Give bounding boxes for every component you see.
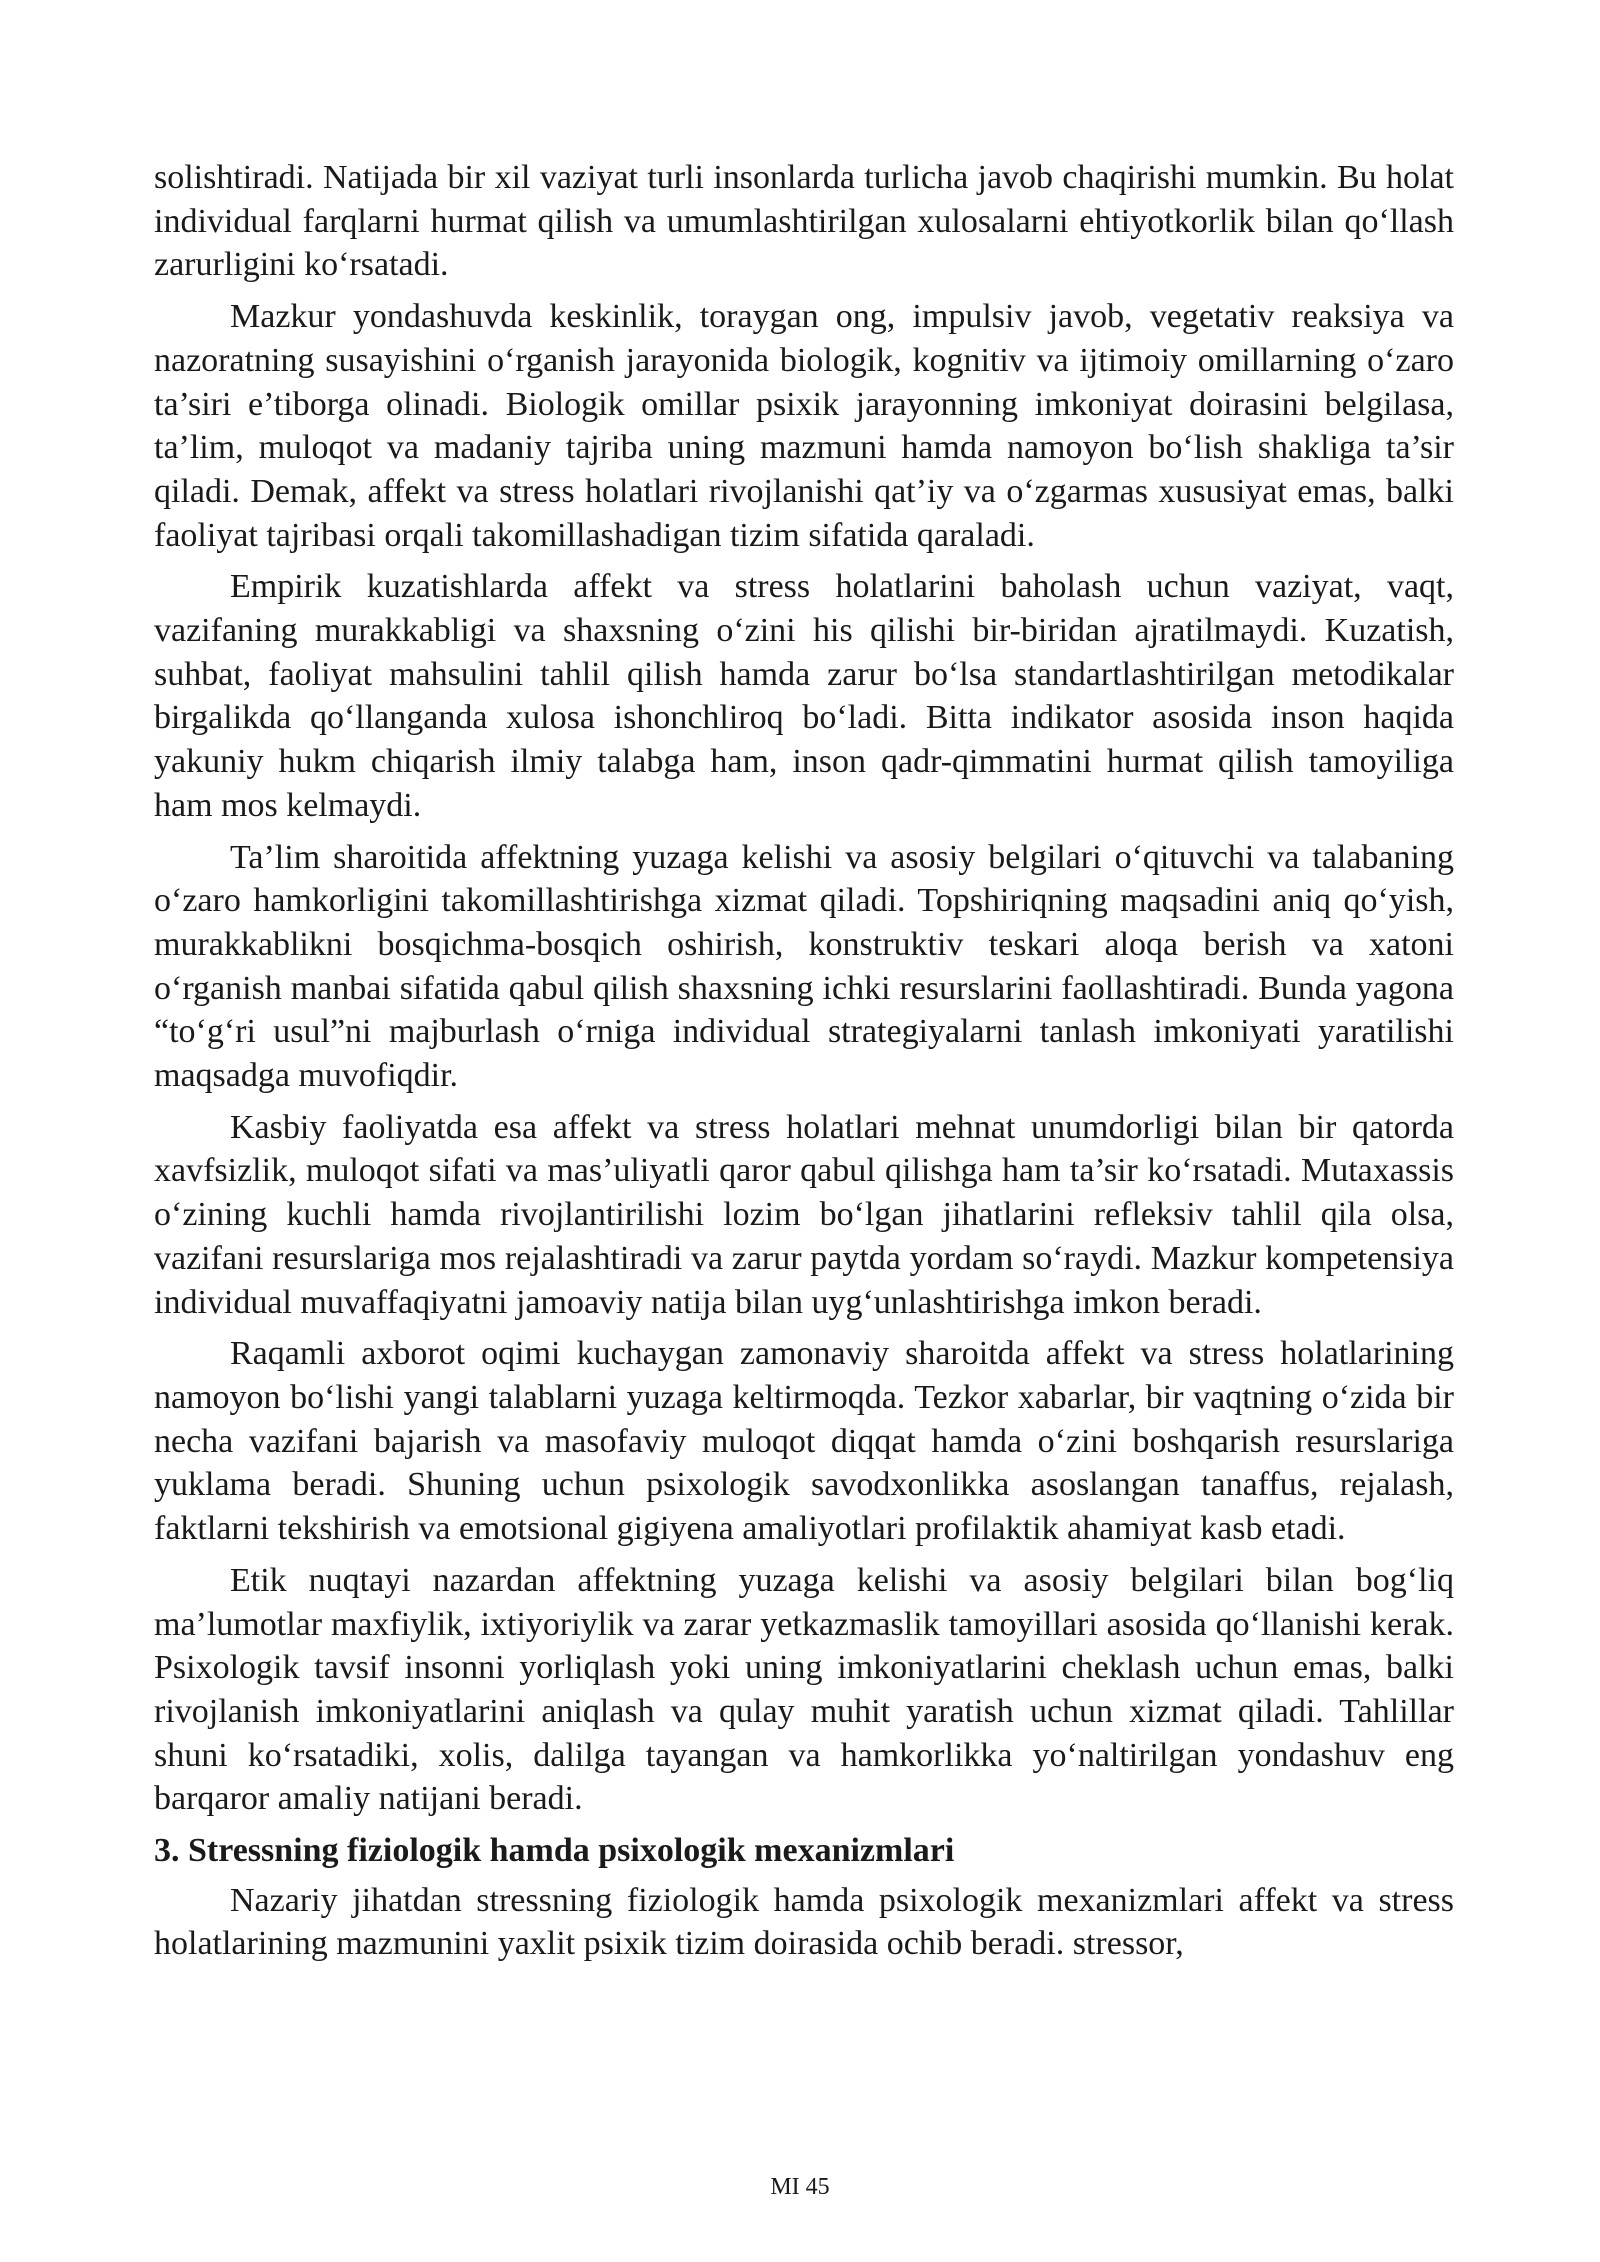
paragraph-continuation: solishtiradi. Natijada bir xil vaziyat turli insonlarda turlicha javob chaqirishi mumkin. Bu holat individual farqlarni hurmat qilish va umumlashtirilgan xulosalarni ehtiyotkorlik bilan qo‘llash zarurligini ko‘rsatadi. <box>154 159 1454 284</box>
paragraph: Nazariy jihatdan stressning fiziologik hamda psixologik mexanizmlari affekt va stress holatlarining mazmunini yaxlit psixik tizim doirasida ochib beradi. stressor, <box>154 1881 1454 1963</box>
paragraph: Kasbiy faoliyatda esa affekt va stress holatlari mehnat unumdorligi bilan bir qatorda xavfsizlik, muloqot sifati va mas’uliyatli qaror qabul qilishga ham ta’sir ko‘rsatadi. Mutaxassis o‘zining kuchli hamda rivojlantirilishi lozim bo‘lgan jihatlarini refleksiv tahlil qila olsa, vazifani resurslariga mos rejalashtiradi va zarur paytda yordam so‘raydi. Mazkur kompetensiya individual muvaffaqiyatni jamoaviy natija bilan uyg‘unlashtirishga imkon beradi. <box>154 1108 1454 1321</box>
page-number: MI 45 <box>770 2174 830 2200</box>
paragraph: Mazkur yondashuvda keskinlik, toraygan ong, impulsiv javob, vegetativ reaksiya va nazoratning susayishini o‘rganish jarayonida biologik, kognitiv va ijtimoiy omillarning o‘zaro ta’siri e’tiborga olinadi. Biologik omillar psixik jarayonning imkoniyat doirasini belgilasa, ta’lim, muloqot va madaniy tajriba uning mazmuni hamda namoyon bo‘lish shakliga ta’sir qiladi. Demak, affekt va stress holatlari rivojlanishi qat’iy va o‘zgarmas xususiyat emas, balki faoliyat tajribasi orqali takomillashadigan tizim sifatida qaraladi. <box>154 298 1454 554</box>
paragraph: Etik nuqtayi nazardan affektning yuzaga kelishi va asosiy belgilari bilan bog‘liq ma’lumotlar maxfiylik, ixtiyoriylik va zarar yetkazmaslik tamoyillari asosida qo‘llanishi kerak. Psixologik tavsif insonni yorliqlash yoki uning imkoniyatlarini cheklash uchun emas, balki rivojlanish imkoniyatlarini aniqlash va qulay muhit yaratish uchun xizmat qiladi. Tahlillar shuni ko‘rsatadiki, xolis, dalilga tayangan va hamkorlikka yo‘naltirilgan yondashuv eng barqaror amaliy natijani beradi. <box>154 1561 1454 1818</box>
section-heading: 3. Stressning fiziologik hamda psixologik mexanizmlari <box>154 1832 955 1870</box>
paragraph: Empirik kuzatishlarda affekt va stress holatlarini baholash uchun vaziyat, vaqt, vazifaning murakkabligi va shaxsning o‘zini his qilishi bir-biridan ajratilmaydi. Kuzatish, suhbat, faoliyat mahsulini tahlil qilish hamda zarur bo‘lsa standartlashtirilgan metodikalar birgalikda qo‘llanganda xulosa ishonchliroq bo‘ladi. Bitta indikator asosida inson haqida yakuniy hukm chiqarish ilmiy talabga ham, inson qadr-qimmatini hurmat qilish tamoyiliga ham mos kelmaydi. <box>154 568 1454 824</box>
body-text <box>154 156 1454 1974</box>
paragraph: Ta’lim sharoitida affektning yuzaga kelishi va asosiy belgilari o‘qituvchi va talabaning o‘zaro hamkorligini takomillashtirishga xizmat qiladi. Topshiriqning maqsadini aniq qo‘yish, murakkablikni bosqichma-bosqich oshirish, konstruktiv teskari aloqa berish va xatoni o‘rganish manbai sifatida qabul qilish shaxsning ichki resurslarini faollashtiradi. Bunda yagona “to‘g‘ri usul”ni majburlash o‘rniga individual strategiyalarni tanlash imkoniyati yaratilishi maqsadga muvofiqdir. <box>154 838 1454 1095</box>
paragraph: Raqamli axborot oqimi kuchaygan zamonaviy sharoitda affekt va stress holatlarining namoyon bo‘lishi yangi talablarni yuzaga keltirmoqda. Tezkor xabarlar, bir vaqtning o‘zida bir necha vazifani bajarish va masofaviy muloqot diqqat hamda o‘zini boshqarish resurslariga yuklama beradi. Shuning uchun psixologik savodxonlikka asoslangan tanaffus, rejalash, faktlarni tekshirish va emotsional gigiyena amaliyotlari profilaktik ahamiyat kasb etadi. <box>154 1335 1454 1548</box>
